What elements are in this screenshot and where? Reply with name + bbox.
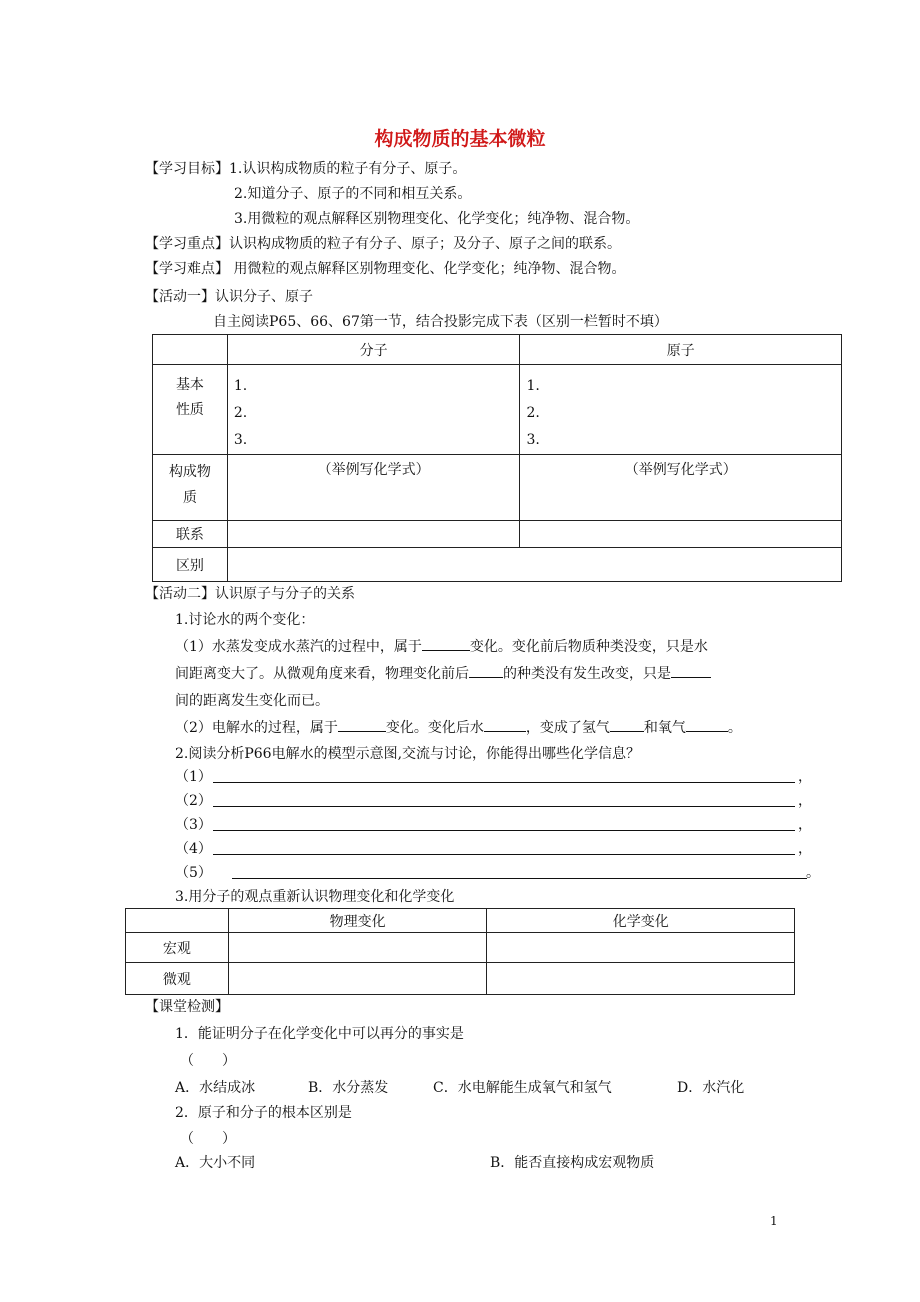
row-label-micro: 微观	[126, 963, 229, 995]
blank-7[interactable]	[686, 717, 728, 732]
test-q2-option-b[interactable]: B．能否直接构成宏观物质	[490, 1155, 655, 1171]
key-point-label: 【学习重点】	[145, 236, 229, 252]
macro-chemical-cell[interactable]	[487, 933, 795, 963]
q2-item-3-end: ，	[798, 817, 812, 833]
macro-physical-cell[interactable]	[228, 933, 487, 963]
row-label-diff: 区别	[153, 548, 228, 582]
test-q2-paren: （ ）	[180, 1131, 236, 1147]
test-q1-paren: （ ）	[180, 1053, 236, 1069]
row-label-macro: 宏观	[126, 933, 229, 963]
col-header-physical: 物理变化	[228, 909, 487, 933]
difficulty	[145, 258, 625, 280]
molecule-compose-cell[interactable]: （举例写化学式）	[227, 455, 520, 521]
diff-cell[interactable]	[227, 548, 841, 582]
blank-4[interactable]	[338, 717, 386, 732]
activity1-title: 认识分子、原子	[215, 289, 313, 305]
test-q1-option-c[interactable]: C．水电解能生成氧气和氢气	[433, 1080, 612, 1096]
test-q1-option-d[interactable]: D．水汽化	[677, 1080, 745, 1096]
q2-answer-line-1[interactable]	[213, 782, 795, 783]
key-point-text: 认识构成物质的粒子有分子、原子；及分子、原子之间的联系。	[229, 236, 621, 252]
test-q2-option-a[interactable]: A．大小不同	[175, 1155, 256, 1171]
activity2-q2: 2.阅读分析P66电解水的模型示意图,交流与讨论，你能得出哪些化学信息？	[175, 746, 641, 762]
test-q1-option-a[interactable]: A．水结成冰	[175, 1080, 256, 1096]
difficulty-text: 用微粒的观点解释区别物理变化、化学变化；纯净物、混合物。	[233, 261, 626, 277]
molecule-basic-cell[interactable]: 1. 2. 3.	[227, 365, 520, 455]
goals-label: 【学习目标】	[145, 161, 229, 177]
activity1-heading	[145, 286, 313, 308]
activity2-q3: 3.用分子的观点重新认识物理变化和化学变化	[175, 889, 455, 905]
blank-2[interactable]	[469, 663, 503, 678]
molecule-link-cell[interactable]	[227, 521, 520, 548]
atom-basic-cell[interactable]: 1. 2. 3.	[520, 365, 842, 455]
activity1-instruction: 自主阅读P65、66、67第一节，结合投影完成下表（区别一栏暂时不填）	[213, 314, 668, 330]
q2-item-1-end: ，	[798, 769, 812, 785]
blank-1[interactable]	[422, 636, 470, 651]
q2-answer-line-2[interactable]	[213, 806, 795, 807]
col-header-atom: 原子	[520, 335, 842, 365]
activity2-q1-1-line3: 间的距离发生变化而已。	[175, 693, 329, 709]
blank-3[interactable]	[671, 663, 711, 678]
activity1-label: 【活动一】	[145, 289, 215, 305]
activity2-q1-2: （2）电解水的过程，属于 变化。变化后水 ，变成了氢气 和氧气 。	[175, 717, 742, 739]
q2-item-4-end: ，	[798, 841, 812, 857]
q2-item-4-label: （4）	[175, 841, 212, 857]
q2-item-3-label: （3）	[175, 817, 212, 833]
goal-item-2: 2.知道分子、原子的不同和相互关系。	[234, 186, 472, 202]
activity2-label: 【活动二】	[145, 586, 215, 602]
page-title: 构成物质的基本微粒	[374, 128, 546, 150]
page-number: 1	[770, 1214, 778, 1228]
micro-physical-cell[interactable]	[228, 963, 487, 995]
q2-item-5-label: （5）	[175, 865, 212, 881]
q2-item-2-end: ，	[798, 793, 812, 809]
blank-5[interactable]	[484, 717, 526, 732]
goal-item-3: 3.用微粒的观点解释区别物理变化、化学变化；纯净物、混合物。	[234, 211, 640, 227]
row-label-link: 联系	[153, 521, 228, 548]
q2-item-5-end: 。	[806, 865, 820, 881]
q2-answer-line-5[interactable]	[232, 878, 807, 879]
activity2-q1: 1.讨论水的两个变化：	[175, 612, 315, 628]
molecule-atom-table	[152, 334, 842, 582]
row-label-basic: 基本 性质	[153, 365, 228, 455]
activity2-q1-1-line1: （1）水蒸发变成水蒸汽的过程中，属于 变化。变化前后物质种类没变，只是水	[175, 636, 708, 658]
micro-chemical-cell[interactable]	[487, 963, 795, 995]
test-q1-option-b[interactable]: B．水分蒸发	[308, 1080, 389, 1096]
test-q1: 1．能证明分子在化学变化中可以再分的事实是	[175, 1026, 464, 1042]
q2-item-1-label: （1）	[175, 769, 212, 785]
q2-answer-line-4[interactable]	[213, 854, 795, 855]
table-corner	[153, 335, 228, 365]
difficulty-label: 【学习难点】	[145, 261, 229, 277]
col-header-chemical: 化学变化	[487, 909, 795, 933]
table2-corner	[126, 909, 229, 933]
goals-line-1	[145, 158, 466, 180]
test-q2: 2．原子和分子的根本区别是	[175, 1105, 352, 1121]
key-point	[145, 233, 621, 255]
q2-item-2-label: （2）	[175, 793, 212, 809]
goal-item-1: 1.认识构成物质的粒子有分子、原子。	[229, 161, 467, 177]
atom-compose-cell[interactable]: （举例写化学式）	[520, 455, 842, 521]
activity2-title: 认识原子与分子的关系	[215, 586, 355, 602]
row-label-compose: 构成物 质	[153, 455, 228, 521]
activity2-q1-1-line2: 间距离变大了。从微观角度来看，物理变化前后 的种类没有发生改变，只是	[175, 663, 711, 685]
test-label: 【课堂检测】	[145, 999, 229, 1015]
change-compare-table	[125, 908, 795, 995]
col-header-molecule: 分子	[227, 335, 520, 365]
blank-6[interactable]	[610, 717, 644, 732]
activity2-heading	[145, 583, 355, 605]
q2-answer-line-3[interactable]	[213, 830, 795, 831]
atom-link-cell[interactable]	[520, 521, 842, 548]
